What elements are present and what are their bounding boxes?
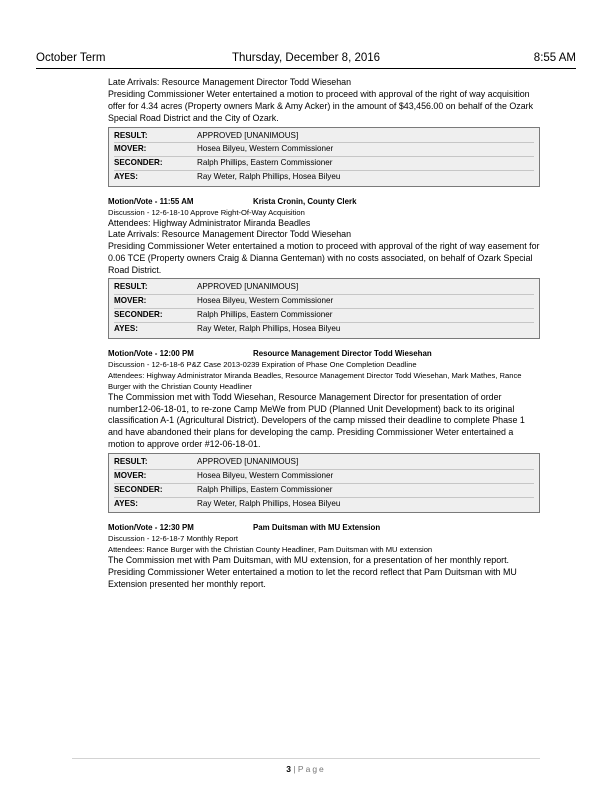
late-arrivals: Late Arrivals: Resource Management Director Todd Wiesehan	[108, 228, 352, 239]
result-label: RESULT:	[114, 282, 148, 292]
header-time: 8:55 AM	[533, 52, 576, 64]
motion-heading	[108, 522, 540, 533]
vote-result-table	[108, 127, 540, 187]
motion-paragraph: Presiding Commissioner Weter entertained a motion to proceed with approval of the right of way acquisition offer for 4.34 acres (Property owners Mark & Amy Acker) in the amount of $43,456.00 on behalf of the Ozark Special Road District and the City of Ozark.	[108, 88, 534, 123]
attendees-line: Attendees: Highway Administrator Miranda Beadles, Resource Management Director Todd Wiesehan, Mark Mathes, Rance Burger with the Christian County Headliner	[108, 370, 522, 391]
motion-heading	[108, 196, 540, 207]
mover-value: Hosea Bilyeu, Western Commissioner	[197, 144, 334, 154]
page-header	[36, 50, 576, 66]
vote-row-ayes	[114, 171, 534, 184]
vote-row-ayes	[114, 498, 534, 511]
ayes-label: AYES:	[114, 323, 138, 333]
discussion-line: Discussion - 12-6-18-10 Approve Right-Of-Way Acquisition	[108, 207, 305, 217]
motion-paragraph: Presiding Commissioner Weter entertained a motion to proceed with approval of the right of way easement for 0.06 TCE (Property owners Craig & Dianna Genteman) with no costs associated, on behalf of Ozark Special Road District.	[108, 240, 540, 275]
vote-row-seconder	[114, 309, 534, 323]
ayes-label: AYES:	[114, 498, 138, 508]
seconder-value: Ralph Phillips, Eastern Commissioner	[197, 484, 333, 494]
result-label: RESULT:	[114, 457, 148, 467]
mover-label: MOVER:	[114, 470, 147, 480]
page-word: Page	[297, 764, 326, 774]
motion-paragraph: The Commission met with Pam Duitsman, with MU extension, for a presentation of her monthly report. Presiding Commissioner Weter entertained a motion to let the record reflect that Pam Duitsman with MU Extension presented her monthly report.	[108, 555, 517, 590]
ayes-value: Ray Weter, Ralph Phillips, Hosea Bilyeu	[197, 498, 341, 508]
result-value: APPROVED [UNANIMOUS]	[197, 130, 299, 140]
mover-label: MOVER:	[114, 144, 147, 154]
vote-result-table	[108, 453, 540, 513]
ayes-value: Ray Weter, Ralph Phillips, Hosea Bilyeu	[197, 323, 341, 333]
footer-separator: |	[293, 764, 296, 774]
mover-label: MOVER:	[114, 296, 147, 306]
vote-result-table	[108, 278, 540, 338]
vote-row-ayes	[114, 323, 534, 336]
vote-row-result	[114, 281, 534, 295]
motion-presenter: Pam Duitsman with MU Extension	[253, 523, 381, 533]
ayes-value: Ray Weter, Ralph Phillips, Hosea Bilyeu	[197, 172, 341, 182]
ayes-label: AYES:	[114, 172, 138, 182]
header-term: October Term	[36, 52, 106, 64]
discussion-line: Discussion - 12-6-18-7 Monthly Report	[108, 534, 238, 544]
footer-divider	[72, 758, 540, 759]
vote-row-mover	[114, 295, 534, 309]
attendees-line: Attendees: Rance Burger with the Christian County Headliner, Pam Duitsman with MU extension	[108, 545, 433, 555]
mover-value: Hosea Bilyeu, Western Commissioner	[197, 296, 334, 306]
vote-row-result	[114, 456, 534, 470]
header-date: Thursday, December 8, 2016	[231, 52, 381, 64]
motion-paragraph: The Commission met with Todd Wiesehan, Resource Management Director for presentation of order number12-06-18-01, to re-zone Camp MeWe from PUD (Planned Unit Development) back to its original classification A-1 (Agricultural District). Developers of the camp missed their deadline to complete Phase 1 and have abandoned their plans for developing the camp. Presiding Commissioner Weter entertained a motion to approve order #12-06-18-01.	[108, 391, 525, 450]
mover-value: Hosea Bilyeu, Western Commissioner	[197, 470, 334, 480]
motion-time: Motion/Vote - 12:30 PM	[108, 523, 194, 533]
late-arrivals: Late Arrivals: Resource Management Director Todd Wiesehan	[108, 77, 352, 87]
page-footer	[0, 764, 612, 774]
discussion-line: Discussion - 12-6-18-6 P&Z Case 2013-0239 Expiration of Phase One Completion Deadline	[108, 359, 417, 369]
result-value: APPROVED [UNANIMOUS]	[197, 457, 299, 467]
result-label: RESULT:	[114, 130, 148, 140]
minutes-body	[108, 77, 540, 591]
vote-row-mover	[114, 143, 534, 157]
header-divider	[36, 68, 576, 69]
seconder-label: SECONDER:	[114, 158, 163, 168]
vote-row-seconder	[114, 484, 534, 498]
motion-presenter: Resource Management Director Todd Wiesehan	[253, 348, 432, 358]
vote-row-result	[114, 130, 534, 144]
seconder-value: Ralph Phillips, Eastern Commissioner	[197, 158, 333, 168]
vote-row-mover	[114, 470, 534, 484]
motion-heading	[108, 348, 540, 359]
result-value: APPROVED [UNANIMOUS]	[197, 282, 299, 292]
seconder-label: SECONDER:	[114, 310, 163, 320]
motion-presenter: Krista Cronin, County Clerk	[253, 196, 357, 206]
vote-row-seconder	[114, 157, 534, 171]
page-number: 3	[286, 764, 291, 774]
attendees-line: Attendees: Highway Administrator Miranda Beadles	[108, 217, 311, 228]
motion-time: Motion/Vote - 11:55 AM	[108, 196, 194, 206]
seconder-value: Ralph Phillips, Eastern Commissioner	[197, 310, 333, 320]
motion-time: Motion/Vote - 12:00 PM	[108, 348, 194, 358]
seconder-label: SECONDER:	[114, 484, 163, 494]
